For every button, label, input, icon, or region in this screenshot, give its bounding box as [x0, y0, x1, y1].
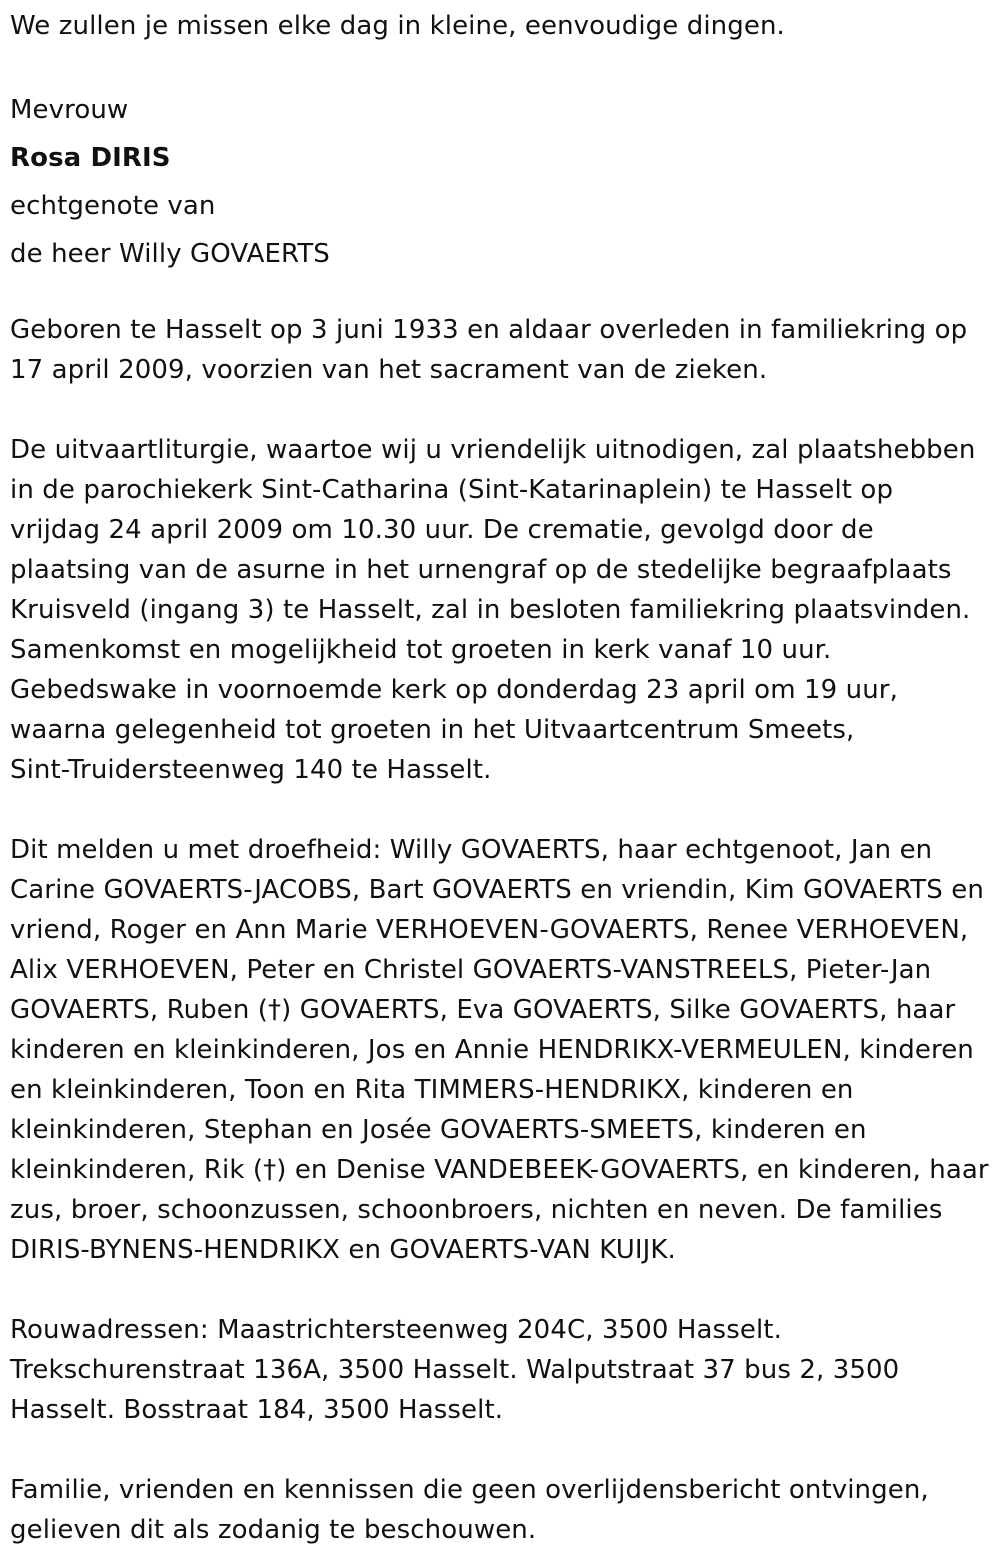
paragraph-line: Sint-Truidersteenweg 140 te Hasselt. [10, 755, 492, 785]
paragraph-line: Hasselt. Bosstraat 184, 3500 Hasselt. [10, 1395, 504, 1425]
relation-text: echtgenote van [10, 191, 216, 221]
notice-header [10, 86, 990, 278]
spacer [10, 278, 990, 310]
paragraph-line: Dit melden u met droefheid: Willy GOVAERTS, haar echtgenoot, Jan en [10, 835, 933, 865]
paragraph-line: De uitvaartliturgie, waartoe wij u vriendelijk uitnodigen, zal plaatshebben [10, 435, 976, 465]
spacer [10, 46, 990, 86]
spacer [10, 390, 990, 430]
spacer [10, 1270, 990, 1310]
paragraph-line: Trekschurenstraat 136A, 3500 Hasselt. Walputstraat 37 bus 2, 3500 [10, 1355, 900, 1385]
paragraph-line: 17 april 2009, voorzien van het sacrament van de zieken. [10, 355, 768, 385]
deceased-name: Rosa DIRIS [10, 143, 171, 173]
paragraph-line: plaatsing van de asurne in het urnengraf op de stedelijke begraafplaats [10, 555, 952, 585]
opening-line-section [10, 6, 990, 46]
paragraph-line: vriend, Roger en Ann Marie VERHOEVEN-GOVAERTS, Renee VERHOEVEN, [10, 915, 969, 945]
paragraph-line: en kleinkinderen, Toon en Rita TIMMERS-HENDRIKX, kinderen en [10, 1075, 854, 1105]
closing-paragraph [10, 1470, 990, 1550]
paragraph-line: Geboren te Hasselt op 3 juni 1933 en aldaar overleden in familiekring op [10, 315, 968, 345]
addresses-paragraph [10, 1310, 990, 1430]
paragraph-line: Kruisveld (ingang 3) te Hasselt, zal in besloten familiekring plaatsvinden. [10, 595, 971, 625]
paragraph-line: Alix VERHOEVEN, Peter en Christel GOVAERTS-VANSTREELS, Pieter-Jan [10, 955, 932, 985]
spouse-name: de heer Willy GOVAERTS [10, 239, 330, 269]
ceremony-paragraph [10, 430, 990, 790]
paragraph-line: kinderen en kleinkinderen, Jos en Annie HENDRIKX-VERMEULEN, kinderen [10, 1035, 974, 1065]
opening-line: We zullen je missen elke dag in kleine, eenvoudige dingen. [10, 11, 785, 41]
birth-death-paragraph [10, 310, 990, 390]
mourners-paragraph [10, 830, 990, 1270]
paragraph-line: Familie, vrienden en kennissen die geen overlijdensbericht ontvingen, [10, 1475, 929, 1505]
paragraph-line: in de parochiekerk Sint-Catharina (Sint-Katarinaplein) te Hasselt op [10, 475, 894, 505]
paragraph-line: vrijdag 24 april 2009 om 10.30 uur. De crematie, gevolgd door de [10, 515, 874, 545]
paragraph-line: zus, broer, schoonzussen, schoonbroers, nichten en neven. De families [10, 1195, 943, 1225]
spacer [10, 1430, 990, 1470]
salutation: Mevrouw [10, 95, 129, 125]
paragraph-line: Samenkomst en mogelijkheid tot groeten in kerk vanaf 10 uur. [10, 635, 832, 665]
paragraph-line: DIRIS-BYNENS-HENDRIKX en GOVAERTS-VAN KUIJK. [10, 1235, 676, 1265]
spacer [10, 790, 990, 830]
paragraph-line: gelieven dit als zodanig te beschouwen. [10, 1515, 537, 1545]
paragraph-line: GOVAERTS, Ruben (†) GOVAERTS, Eva GOVAERTS, Silke GOVAERTS, haar [10, 995, 956, 1025]
paragraph-line: kleinkinderen, Stephan en Josée GOVAERTS-SMEETS, kinderen en [10, 1115, 867, 1145]
paragraph-line: Carine GOVAERTS-JACOBS, Bart GOVAERTS en vriendin, Kim GOVAERTS en [10, 875, 984, 905]
paragraph-line: Gebedswake in voornoemde kerk op donderdag 23 april om 19 uur, [10, 675, 898, 705]
paragraph-line: waarna gelegenheid tot groeten in het Uitvaartcentrum Smeets, [10, 715, 855, 745]
paragraph-line: kleinkinderen, Rik (†) en Denise VANDEBEEK-GOVAERTS, en kinderen, haar [10, 1155, 989, 1185]
paragraph-line: Rouwadressen: Maastrichtersteenweg 204C, 3500 Hasselt. [10, 1315, 782, 1345]
